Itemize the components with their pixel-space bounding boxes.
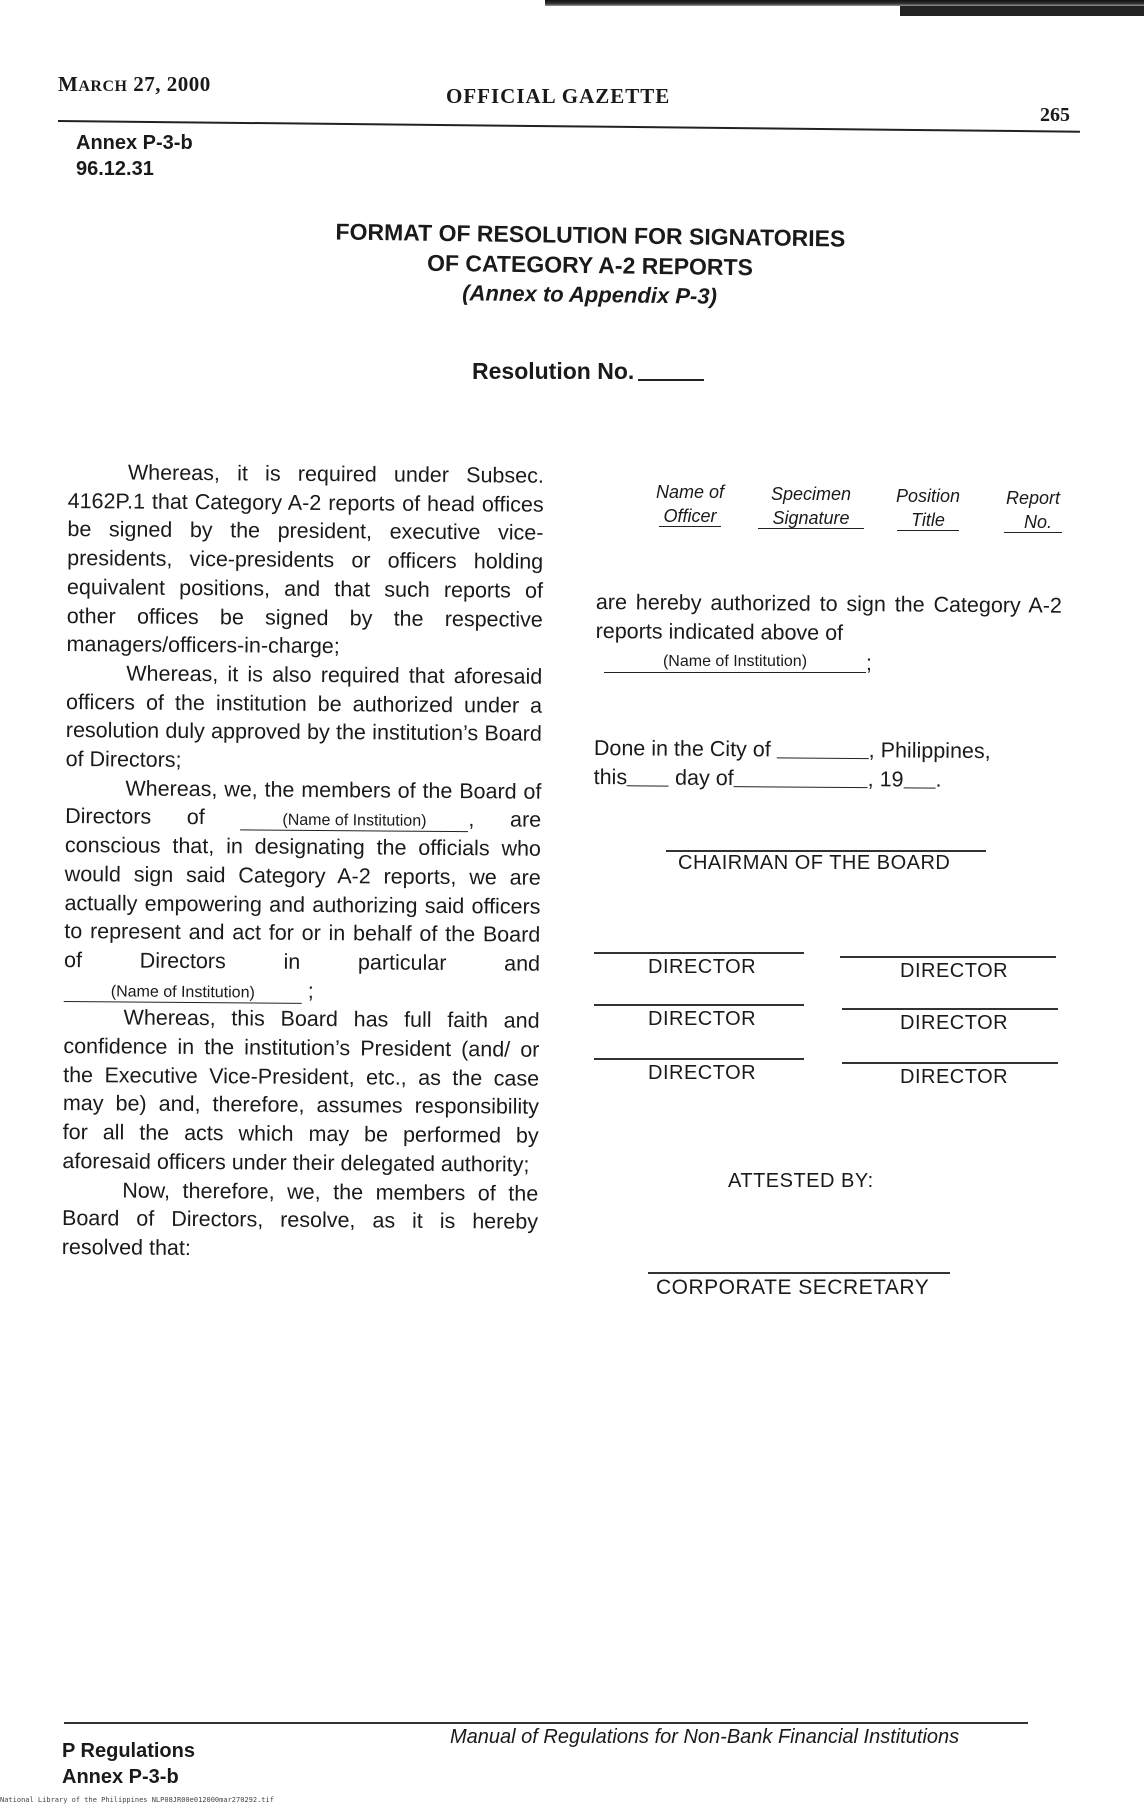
- director-signature-line: [842, 1008, 1058, 1010]
- footer-rule: [64, 1722, 1028, 1724]
- done-in-city-statement: [594, 734, 1064, 795]
- director-label: DIRECTOR: [648, 956, 757, 978]
- date-initial: M: [58, 72, 79, 96]
- city-blank: [777, 757, 869, 759]
- attested-by-label: ATTESTED BY:: [728, 1170, 874, 1192]
- director-signature-line: [840, 956, 1056, 958]
- header-line: No.: [1004, 512, 1062, 533]
- done-text-a: Done in the City of: [593, 735, 771, 762]
- resolution-label: Resolution No.: [472, 358, 635, 384]
- institution-name-blank: (Name of Institution): [604, 652, 866, 673]
- page-number: 265: [1040, 104, 1070, 126]
- header-line: Signature: [758, 508, 863, 529]
- column-header-report: [990, 486, 1076, 534]
- header-rule: [58, 120, 1080, 133]
- chairman-label: CHAIRMAN OF THE BOARD: [678, 852, 951, 874]
- resolution-blank: [638, 379, 704, 381]
- clause-4: Whereas, this Board has full faith and confidence in the institution’s President (and/ or the Executive Vice-President, etc., as the case may be) and, therefore, assumes responsibility for all the acts which may be performed by aforesaid officers under their delegated authority;: [62, 1005, 540, 1177]
- director-signature-line: [842, 1062, 1058, 1064]
- clause-3-part-c: ;: [307, 978, 314, 1003]
- director-label: DIRECTOR: [648, 1062, 757, 1084]
- title-subtitle: (Annex to Appendix P-3): [462, 280, 718, 309]
- semicolon: ;: [866, 652, 872, 675]
- title-line-2: OF CATEGORY A-2 REPORTS: [426, 249, 754, 281]
- footer-manual-title: Manual of Regulations for Non-Bank Financial Institutions: [450, 1726, 960, 1748]
- day-blank: [627, 785, 669, 786]
- header-line: Officer: [659, 506, 720, 527]
- column-header-officer: [640, 480, 740, 528]
- header-line: Name of: [655, 482, 725, 502]
- secretary-label: CORPORATE SECRETARY: [656, 1276, 930, 1299]
- director-label: DIRECTOR: [900, 1012, 1009, 1034]
- header-line: Title: [897, 510, 959, 531]
- authorization-text: are hereby authorized to sign the Category A-2 reports indicated above of: [595, 589, 1062, 645]
- clause-1: Whereas, it is required under Subsec. 4162P.1 that Category A-2 reports of head offices be signed by the president, executive vice-presidents, vice-presidents or officers holding equivalent positions, and that such reports of other offices be signed by the respective managers/officers-in-charge;: [66, 460, 544, 659]
- month-blank: [734, 786, 868, 788]
- annex-code: 96.12.31: [76, 158, 154, 180]
- footer-section: P Regulations: [62, 1740, 195, 1762]
- whereas-clauses: [62, 458, 544, 1265]
- scan-edge-artifact: [900, 6, 1144, 16]
- done-text-e: , 19: [867, 766, 904, 791]
- header-line: Report: [1005, 488, 1061, 508]
- column-header-signature: [756, 482, 866, 530]
- resolution-number: [472, 358, 704, 385]
- clause-5: Now, therefore, we, the members of the Board of Directors, resolve, as it is hereby resolved that:: [61, 1178, 539, 1260]
- clause-2: Whereas, it is also required that aforesaid officers of the institution be authorized under a resolution duly approved by the institution’s Board of Directors;: [65, 661, 543, 772]
- institution-name-blank: (Name of Institution): [240, 812, 468, 833]
- date-rest: 27, 2000: [127, 72, 211, 96]
- header-line: Specimen: [770, 484, 852, 504]
- institution-name-blank: (Name of Institution): [64, 983, 302, 1004]
- done-text-f: .: [935, 767, 942, 792]
- clause-3: [64, 774, 542, 1007]
- clause-3-part-a: Whereas, we, the members of the Board of Directors of: [65, 776, 542, 830]
- archive-stamp: National Library of the Philippines NLP08JR00e012000mar270292.tif: [0, 1796, 274, 1804]
- column-header-position: [880, 484, 976, 532]
- authorization-statement: [596, 588, 1062, 649]
- document-title: [289, 216, 890, 314]
- title-line-1: FORMAT OF RESOLUTION FOR SIGNATORIES: [335, 218, 846, 252]
- clause-3-part-b: , are conscious that, in designating the officials who would sign said Category A-2 reports, we are actually empowering and authorizing said officers to represent and act for or in behalf of the Board of Directors in particular and: [63, 807, 542, 976]
- year-blank: [903, 787, 935, 788]
- done-text-c: this: [593, 764, 628, 789]
- director-label: DIRECTOR: [900, 960, 1009, 982]
- header-title: OFFICIAL GAZETTE: [446, 84, 671, 108]
- footer-annex: Annex P-3-b: [62, 1766, 179, 1788]
- done-text-d: day of: [675, 765, 734, 790]
- date-smallcaps: ARCH: [78, 78, 128, 95]
- director-label: DIRECTOR: [648, 1008, 757, 1030]
- header-date: [58, 72, 211, 97]
- director-signature-line: [594, 1058, 804, 1060]
- secretary-signature-line: [648, 1272, 950, 1274]
- director-label: DIRECTOR: [900, 1066, 1009, 1088]
- done-text-b: , Philippines,: [868, 738, 991, 764]
- director-signature-line: [594, 952, 804, 954]
- annex-label: Annex P-3-b: [76, 132, 193, 154]
- header-line: Position: [895, 486, 961, 506]
- director-signature-line: [594, 1004, 804, 1006]
